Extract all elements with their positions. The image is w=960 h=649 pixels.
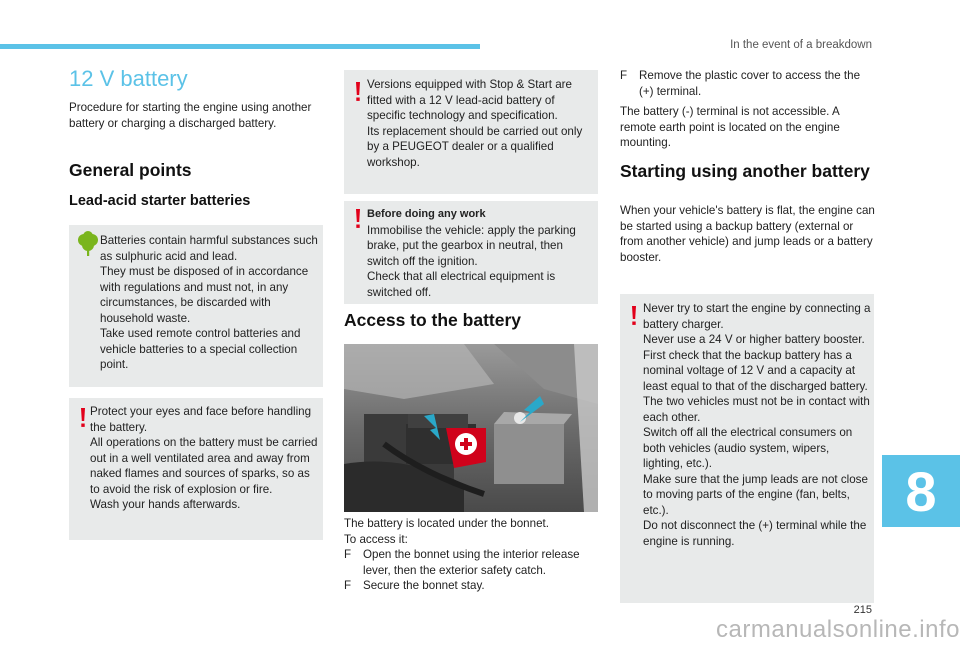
never-line: Do not disconnect the (+) terminal while the engine is running. [643, 519, 867, 548]
stop-start-line: Its replacement should be carried out only by a PEUGEOT dealer or a qualified workshop. [367, 124, 583, 169]
never-line: Make sure that the jump leads are not close to moving parts of the engine (fan, belts, etc.). [643, 472, 868, 517]
stop-start-warning-box [344, 70, 598, 194]
protect-line: Wash your hands afterwards. [90, 498, 241, 511]
never-line: The two vehicles must not be in contact with each other. [643, 395, 870, 424]
env-line: Take used remote control batteries and vehicle batteries to a special collection point. [100, 327, 301, 371]
never-line: Never use a 24 V or higher battery booster. [643, 333, 865, 346]
lead-acid-heading: Lead-acid starter batteries [69, 193, 251, 209]
chapter-header: In the event of a breakdown [730, 39, 872, 51]
before-work-heading: Before doing any work [367, 208, 486, 220]
access-located: The battery is located under the bonnet. [344, 517, 549, 530]
intro-text: Procedure for starting the engine using another battery or charging a discharged battery. [69, 101, 312, 130]
environment-box [69, 225, 323, 387]
warning-icon [629, 306, 639, 326]
engine-bay-photo [344, 344, 598, 512]
starting-heading: Starting using another battery [620, 161, 870, 181]
environment-tree-icon [77, 231, 99, 257]
before-work-box [344, 201, 598, 304]
access-intro: To access it: [344, 532, 408, 546]
stop-start-line: Versions equipped with Stop & Start are fitted with a 12 V lead-acid battery of specific technology and specification. [367, 78, 572, 122]
never-line: Never try to start the engine by connecting a battery charger. [643, 302, 871, 331]
remove-step-text: Remove the plastic cover to access the the (+) terminal. [639, 69, 861, 98]
access-step: Secure the bonnet stay. [363, 579, 485, 592]
warning-icon [78, 408, 88, 428]
page-number: 215 [853, 604, 872, 616]
never-line: Switch off all the electrical consumers on both vehicles (audio system, wipers, lighting, etc.). [643, 426, 853, 470]
bullet-mark: F [344, 548, 352, 561]
warning-icon [353, 82, 363, 102]
access-heading: Access to the battery [344, 310, 522, 330]
env-line: They must be disposed of in accordance with regulations and must not, in any circumstances, be discarded with household waste. [100, 265, 309, 325]
chapter-number: 8 [905, 459, 937, 523]
access-step: Open the bonnet using the interior release lever, then the exterior safety catch. [363, 548, 580, 577]
access-instructions [344, 516, 600, 594]
remove-cover-step [620, 68, 875, 99]
env-line: Batteries contain harmful substances such as sulphuric acid and lead. [100, 234, 318, 263]
before-work-line: Check that all electrical equipment is switched off. [367, 270, 556, 299]
bullet-mark: F [344, 579, 352, 592]
before-work-line: Immobilise the vehicle: apply the parking brake, put the gearbox in neutral, then switch off the ignition. [367, 223, 576, 268]
protect-line: All operations on the battery must be carried out in a well ventilated area and away from naked flames and sources of sparks, so as to avoid the risk of explosion or fire. [90, 436, 318, 496]
starting-intro: When your vehicle's battery is flat, the engine can be started using a backup battery (external or from another vehicle) and jump leads or a battery booster. [620, 204, 875, 264]
general-points-heading: General points [69, 160, 192, 180]
protect-warning-box [69, 398, 323, 540]
never-line: First check that the backup battery has a nominal voltage of 12 V and a capacity at least equal to that of the discharged battery. [643, 348, 868, 393]
top-accent-bar [0, 44, 480, 49]
page-title: 12 V battery [69, 66, 188, 91]
watermark[interactable]: carmanualsonline.info [716, 616, 960, 643]
bullet-mark: F [620, 69, 628, 82]
protect-line: Protect your eyes and face before handling the battery. [90, 405, 312, 434]
never-warning-box [620, 294, 874, 603]
warning-icon [353, 209, 363, 229]
terminal-note: The battery (-) terminal is not accessible. A remote earth point is located on the engine mounting. [620, 105, 840, 149]
